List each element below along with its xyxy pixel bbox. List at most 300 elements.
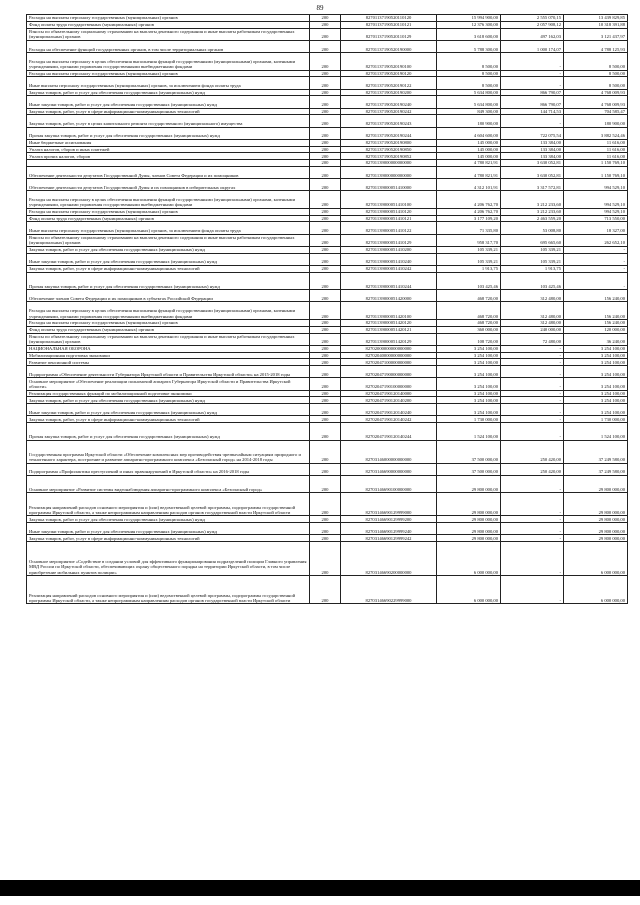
table-row [27,52,628,70]
row-description: Фонд оплаты труда государственных (муниципальных) органов [27,215,310,222]
row-line-code: 200 [310,302,341,320]
row-budget-classification-code: 82701137190520190850 [341,146,437,153]
table-row [27,475,628,493]
row-budget-classification-code: 82702047190120140242 [341,416,437,423]
row-unexecuted-amount: 11 616,00 [564,139,628,146]
row-line-code: 200 [310,234,341,246]
row-unexecuted-amount: 262 652,10 [564,234,628,246]
row-description: Закупка товаров, работ и услуг для обеспечения государственных (муниципальных) нужд [27,397,310,404]
table-row [27,440,628,463]
row-line-code: 200 [310,463,341,475]
row-budget-classification-code: 82701139000051410244 [341,272,437,290]
row-description: Иные закупки товаров, работ и услуг для обеспечения государственных (муниципальных) нужд [27,253,310,265]
row-budget-classification-code: 82701137190520110121 [341,21,437,28]
row-line-code: 200 [310,253,341,265]
row-description: Реализация направлений расходов основного мероприятия и (или) ведомственной целевой программы, подпрограммы государственной программы Иркутской области, а также непрограммным направлениям расходов органов государственной власти Иркутской области [27,493,310,516]
row-description: Основное мероприятие «Обеспечение реализации полномочий аппарата Губернатора Иркутской области и Правительства Иркутской области» [27,378,310,390]
row-budget-classification-code: 82701137190520110129 [341,28,437,40]
table-row [27,390,628,397]
table-row [27,40,628,52]
table-row [27,333,628,345]
row-executed-amount: - [501,397,564,404]
row-description: Закупка товаров, работ и услуг для обеспечения государственных (муниципальных) нужд [27,516,310,523]
row-unexecuted-amount: 29 800 000,00 [564,493,628,516]
row-budget-classification-code: 82702047190120140240 [341,404,437,416]
row-unexecuted-amount: - [564,265,628,272]
row-description: Уплата прочих налогов, сборов [27,153,310,160]
row-line-code: 200 [310,89,341,96]
row-description: Взносы по обязательному социальному страхованию на выплаты денежного содержания и иные выплаты работникам государственных (муниципальных) органов [27,333,310,345]
row-description: Расходы на выплаты персоналу государственных (муниципальных) органов [27,15,310,22]
row-description: Расходы на выплаты персоналу государственных (муниципальных) органов [27,70,310,77]
row-executed-amount: 3 212 233,60 [501,208,564,215]
row-line-code: 200 [310,127,341,139]
row-unexecuted-amount: 3 254 100,00 [564,390,628,397]
row-executed-amount: - [501,345,564,352]
row-unexecuted-amount: 4 788 125,93 [564,40,628,52]
row-budget-classification-code: 82703146690129999200 [341,516,437,523]
row-approved-amount: 29 800 000,00 [437,535,501,542]
row-description: Прочая закупка товаров, работ и услуг для обеспечения государственных (муниципальных) нужд [27,127,310,139]
row-budget-classification-code: 82703146690000000000 [341,463,437,475]
row-budget-classification-code: 82701139000051420121 [341,326,437,333]
row-approved-amount: 145 000,00 [437,146,501,153]
row-line-code: 200 [310,179,341,191]
row-executed-amount: - [501,576,564,604]
row-budget-classification-code: 82703146690200000000 [341,542,437,576]
row-executed-amount: 866 790,07 [501,96,564,108]
row-unexecuted-amount: 13 439 829,85 [564,15,628,22]
row-budget-classification-code: 82701137190520110120 [341,15,437,22]
table-row [27,115,628,127]
row-line-code: 200 [310,115,341,127]
row-line-code: 200 [310,28,341,40]
budget-execution-table [26,14,628,604]
row-unexecuted-amount: 37 249 580,00 [564,463,628,475]
row-line-code: 200 [310,319,341,326]
table-row [27,191,628,209]
row-line-code: 200 [310,166,341,178]
row-line-code: 200 [310,576,341,604]
row-line-code: 200 [310,345,341,352]
row-description: Реализация государственных функций по мобилизационной подготовке экономики [27,390,310,397]
row-description: Государственная программа Иркутской области «Обеспечение комплексных мер противодействия чрезвычайным ситуациям природного и техногенного характера, построение и развитие аппаратно-программного комплекса «Безопасный город» на 2014-2018 годы [27,440,310,463]
row-executed-amount: - [501,352,564,359]
row-description: Расходы на обеспечение функций государственных органов, в том числе территориальных органов [27,40,310,52]
row-executed-amount: 105 339,21 [501,246,564,253]
row-description: Развитие пенсионной системы [27,359,310,366]
row-description: Расходы на выплаты персоналу в целях обеспечения выполнения функций государственными (муниципальными) органами, казенными учреждениями, органами управления государственными внебюджетными фондами [27,52,310,70]
row-description: Основное мероприятие «Содействие в создании условий для эффективного функционирования подразделений полиции Главного управления МВД России по Иркутской области, обеспечивающих охрану общественного порядка на территории Иркутской области, в том числе приобретение мобильных пунктов полиции» [27,542,310,576]
row-executed-amount: - [501,378,564,390]
row-description: Реализация направлений расходов основного мероприятия и (или) ведомственной целевой программы, подпрограммы государственной программы Иркутской области, а также непрограммным направлениям расходов органов государственной власти Иркутской области [27,576,310,604]
row-executed-amount: 133 384,00 [501,146,564,153]
table-row [27,222,628,234]
row-approved-amount: 29 800 000,00 [437,523,501,535]
row-line-code: 200 [310,246,341,253]
row-unexecuted-amount: 3 254 100,00 [564,378,628,390]
row-approved-amount: 3 254 100,00 [437,366,501,378]
row-line-code: 200 [310,423,341,441]
table-body [27,15,628,604]
row-unexecuted-amount: - [564,253,628,265]
table-row [27,576,628,604]
table-row [27,208,628,215]
row-unexecuted-amount: 156 240,00 [564,302,628,320]
row-description [27,160,310,167]
table-row [27,345,628,352]
row-executed-amount: - [501,416,564,423]
row-executed-amount: 3 212 233,60 [501,191,564,209]
table-row [27,160,628,167]
row-approved-amount: 37 500 000,00 [437,440,501,463]
row-description: Взносы по обязательному социальному страхованию на выплаты денежного содержания и иные выплаты работникам государственных (муниципальных) органов [27,28,310,40]
row-executed-amount: - [501,423,564,441]
budget-table-container [26,14,627,604]
row-approved-amount: 3 254 100,00 [437,397,501,404]
row-unexecuted-amount: 8 500,00 [564,70,628,77]
row-budget-classification-code: 82701137190520190242 [341,108,437,115]
row-budget-classification-code: 82702040000000000000 [341,352,437,359]
row-line-code: 200 [310,208,341,215]
row-approved-amount: 468 720,00 [437,319,501,326]
row-unexecuted-amount: 3 882 524,46 [564,127,628,139]
row-line-code: 200 [310,77,341,89]
table-row [27,179,628,191]
table-row [27,404,628,416]
row-description: Подпрограмма «Обеспечение деятельности Губернатора Иркутской области и Правительства Иркутской области» на 2015-2018 годы [27,366,310,378]
table-row [27,234,628,246]
table-row [27,146,628,153]
row-unexecuted-amount: 713 550,00 [564,215,628,222]
row-approved-amount: 29 800 000,00 [437,516,501,523]
row-line-code: 200 [310,146,341,153]
row-line-code: 200 [310,475,341,493]
row-approved-amount: 3 618 600,00 [437,28,501,40]
row-unexecuted-amount: 3 254 100,00 [564,397,628,404]
row-approved-amount: 105 339,21 [437,246,501,253]
row-line-code: 200 [310,153,341,160]
row-executed-amount: 53 008,80 [501,222,564,234]
row-executed-amount: - [501,523,564,535]
table-row [27,463,628,475]
row-budget-classification-code: 82701137190520190244 [341,127,437,139]
row-unexecuted-amount: 6 000 000,00 [564,576,628,604]
table-row [27,89,628,96]
row-description: Уплата налогов, сборов и иных платежей [27,146,310,153]
row-executed-amount: - [501,404,564,416]
row-executed-amount: 1 000 174,07 [501,40,564,52]
table-row [27,127,628,139]
row-budget-classification-code: 82701139000051410240 [341,253,437,265]
row-description: Расходы на выплаты персоналу государственных (муниципальных) органов [27,319,310,326]
row-description: Расходы на выплаты персоналу в целях обеспечения выполнения функций государственными (муниципальными) органами, казенными учреждениями, органами управления государственными внебюджетными фондами [27,191,310,209]
row-executed-amount: - [501,70,564,77]
row-executed-amount: 312 480,00 [501,290,564,302]
table-row [27,166,628,178]
row-executed-amount: - [501,516,564,523]
row-line-code: 200 [310,215,341,222]
row-budget-classification-code: 82701139000000000000 [341,166,437,178]
row-budget-classification-code: 82702047190120140000 [341,390,437,397]
row-budget-classification-code: 82702047190100000000 [341,378,437,390]
row-unexecuted-amount: 8 500,00 [564,77,628,89]
row-line-code: 200 [310,290,341,302]
row-approved-amount: 15 994 900,00 [437,15,501,22]
row-executed-amount: 866 790,07 [501,89,564,96]
row-unexecuted-amount: 29 800 000,00 [564,516,628,523]
table-row [27,77,628,89]
row-approved-amount: 4 780 821,91 [437,166,501,178]
row-description: НАЦИОНАЛЬНАЯ ОБОРОНА [27,345,310,352]
row-budget-classification-code: 82702047190000000000 [341,366,437,378]
row-description: Обеспечение деятельности депутатов Государственной Думы, членов Совета Федерации и их помощников [27,166,310,178]
row-unexecuted-amount: 156 240,00 [564,319,628,326]
row-approved-amount: 3 254 100,00 [437,378,501,390]
row-budget-classification-code: 82701137190520190120 [341,70,437,77]
table-row [27,215,628,222]
row-unexecuted-amount: 11 616,00 [564,153,628,160]
row-description: Фонд оплаты труда государственных (муниципальных) органов [27,21,310,28]
row-executed-amount: 240 000,00 [501,326,564,333]
row-line-code: 200 [310,397,341,404]
row-executed-amount: 497 162,03 [501,28,564,40]
row-line-code: 200 [310,416,341,423]
row-approved-amount: 108 720,00 [437,333,501,345]
row-description: Обеспечение членов Совета Федерации и их помощников в субъектах Российской Федерации [27,290,310,302]
row-approved-amount: 360 000,00 [437,326,501,333]
row-unexecuted-amount: 1 150 769,10 [564,160,628,167]
row-approved-amount: 3 254 100,00 [437,390,501,397]
row-unexecuted-amount: 3 121 437,97 [564,28,628,40]
row-unexecuted-amount: 994 529,10 [564,191,628,209]
row-budget-classification-code: 82701139000051410121 [341,215,437,222]
row-executed-amount: - [501,366,564,378]
scan-bottom-edge [0,880,640,896]
row-unexecuted-amount: 4 768 009,93 [564,89,628,96]
table-row [27,423,628,441]
row-description: Обеспечение деятельности депутатов Государственной Думы и их помощников в избирательных округах [27,179,310,191]
row-line-code: 200 [310,352,341,359]
table-row [27,542,628,576]
row-line-code: 200 [310,516,341,523]
row-executed-amount: 1 913,75 [501,265,564,272]
table-row [27,96,628,108]
row-approved-amount: 5 634 800,00 [437,89,501,96]
table-row [27,21,628,28]
row-line-code: 200 [310,523,341,535]
table-row [27,253,628,265]
row-unexecuted-amount: 994 529,10 [564,208,628,215]
row-executed-amount: - [501,359,564,366]
row-line-code: 200 [310,378,341,390]
row-approved-amount: 6 000 000,00 [437,576,501,604]
row-unexecuted-amount: 3 254 100,00 [564,359,628,366]
row-executed-amount: 133 384,00 [501,153,564,160]
row-description: Основное мероприятие «Развитие системы видеонаблюдения аппаратно-программного комплекса «Безопасный город» [27,475,310,493]
row-budget-classification-code: 82701139000051420120 [341,319,437,326]
row-line-code: 200 [310,366,341,378]
row-description: Закупка товаров, работ, услуг в сфере информационно-коммуникационных технологий [27,535,310,542]
row-description: Прочая закупка товаров, работ и услуг для обеспечения государственных (муниципальных) нужд [27,272,310,290]
row-executed-amount: 250 420,00 [501,440,564,463]
row-approved-amount: 29 800 000,00 [437,493,501,516]
row-unexecuted-amount: 3 254 100,00 [564,345,628,352]
row-budget-classification-code: 82701139000051420129 [341,333,437,345]
row-executed-amount: 3 317 572,81 [501,179,564,191]
row-approved-amount: 12 376 300,00 [437,21,501,28]
table-row [27,326,628,333]
row-approved-amount: 8 500,00 [437,52,501,70]
row-executed-amount: - [501,542,564,576]
row-line-code: 200 [310,333,341,345]
row-budget-classification-code: 82702047190120140200 [341,397,437,404]
row-approved-amount: 3 254 100,00 [437,404,501,416]
row-executed-amount: 105 339,21 [501,253,564,265]
row-unexecuted-amount: 11 616,00 [564,146,628,153]
row-unexecuted-amount: 4 768 009,93 [564,96,628,108]
row-approved-amount: 4 312 101,91 [437,179,501,191]
row-approved-amount: 1 913,75 [437,265,501,272]
row-approved-amount: 105 339,21 [437,253,501,265]
row-budget-classification-code: 82701139000051410129 [341,234,437,246]
row-line-code: 200 [310,108,341,115]
row-approved-amount: 468 720,00 [437,302,501,320]
table-row [27,416,628,423]
row-description: Иные закупки товаров, работ и услуг для обеспечения государственных (муниципальных) нужд [27,523,310,535]
row-description: Мобилизационная подготовка экономики [27,352,310,359]
row-approved-amount: 8 500,00 [437,77,501,89]
row-budget-classification-code: 82701137190520190122 [341,77,437,89]
row-line-code: 200 [310,222,341,234]
row-unexecuted-amount: 8 500,00 [564,52,628,70]
row-approved-amount: 145 000,00 [437,153,501,160]
row-line-code: 200 [310,326,341,333]
row-description: Взносы по обязательному социальному страхованию на выплаты денежного содержания и иные выплаты работникам государственных (муниципальных) органов [27,234,310,246]
row-approved-amount: 4 604 600,00 [437,127,501,139]
row-budget-classification-code: 82703146690129999240 [341,523,437,535]
row-unexecuted-amount: 994 529,10 [564,179,628,191]
row-budget-classification-code: 82703146690229999000 [341,576,437,604]
row-budget-classification-code: 82701139000051420100 [341,302,437,320]
row-approved-amount: 71 335,80 [437,222,501,234]
row-executed-amount: 3 630 052,81 [501,166,564,178]
table-row [27,28,628,40]
row-unexecuted-amount: 3 254 100,00 [564,366,628,378]
row-executed-amount: 312 480,00 [501,319,564,326]
row-executed-amount: 3 630 052,81 [501,160,564,167]
row-approved-amount: 1 524 100,00 [437,423,501,441]
row-budget-classification-code: 82703146000000000000 [341,440,437,463]
row-line-code: 200 [310,440,341,463]
row-line-code: 200 [310,493,341,516]
row-description: Закупка товаров, работ, услуг в сфере информационно-коммуникационных технологий [27,265,310,272]
page-number: 89 [316,4,324,12]
row-description: Расходы на выплаты персоналу государственных (муниципальных) органов [27,208,310,215]
table-row [27,359,628,366]
row-budget-classification-code: 82702047100000000000 [341,359,437,366]
row-budget-classification-code: 82701139000000000000 [341,160,437,167]
row-approved-amount: 29 800 000,00 [437,475,501,493]
row-unexecuted-amount: 1 730 000,00 [564,416,628,423]
row-approved-amount: 4 780 821,91 [437,160,501,167]
table-row [27,493,628,516]
row-description: Закупка товаров, работ, услуг в целях капитального ремонта государственного (муниципального) имущества [27,115,310,127]
table-row [27,15,628,22]
table-row [27,139,628,146]
row-description: Иные выплаты персоналу государственных (муниципальных) органов, за исключением фонда оплаты труда [27,222,310,234]
row-executed-amount: 144 714,53 [501,108,564,115]
row-line-code: 200 [310,21,341,28]
row-unexecuted-amount: - [564,246,628,253]
row-line-code: 200 [310,191,341,209]
row-line-code: 200 [310,404,341,416]
row-executed-amount: 250 420,00 [501,463,564,475]
row-unexecuted-amount: 1 150 769,10 [564,166,628,178]
row-unexecuted-amount: 10 318 391,88 [564,21,628,28]
row-budget-classification-code: 82701137190520190100 [341,52,437,70]
row-budget-classification-code: 82701139000051410122 [341,222,437,234]
row-unexecuted-amount: 3 254 100,00 [564,352,628,359]
row-approved-amount: 145 000,00 [437,139,501,146]
row-unexecuted-amount: - [564,272,628,290]
row-executed-amount: - [501,390,564,397]
row-approved-amount: 958 317,70 [437,234,501,246]
row-executed-amount: 103 425,46 [501,272,564,290]
row-budget-classification-code: 82701139000051410100 [341,191,437,209]
table-row [27,319,628,326]
row-description: Иные выплаты персоналу государственных (муниципальных) органов, за исключением фонда оплаты труда [27,77,310,89]
table-row [27,378,628,390]
row-executed-amount: 133 384,00 [501,139,564,146]
row-line-code: 200 [310,52,341,70]
row-description: Иные закупки товаров, работ и услуг для обеспечения государственных (муниципальных) нужд [27,96,310,108]
row-line-code: 200 [310,390,341,397]
row-approved-amount: 103 425,46 [437,272,501,290]
row-approved-amount: 6 000 000,00 [437,542,501,576]
row-description: Иные бюджетные ассигнования [27,139,310,146]
row-approved-amount: 3 254 100,00 [437,345,501,352]
row-description: Закупка товаров, работ и услуг для обеспечения государственных (муниципальных) нужд [27,89,310,96]
row-unexecuted-amount: 6 000 000,00 [564,542,628,576]
table-row [27,397,628,404]
row-budget-classification-code: 82701137190520190000 [341,40,437,52]
row-executed-amount: 722 075,54 [501,127,564,139]
row-line-code: 200 [310,359,341,366]
table-row [27,108,628,115]
row-unexecuted-amount: 29 800 000,00 [564,475,628,493]
row-budget-classification-code: 82701139000051410200 [341,246,437,253]
table-row [27,70,628,77]
row-line-code: 200 [310,15,341,22]
table-row [27,265,628,272]
row-executed-amount: - [501,493,564,516]
row-approved-amount: 3 254 100,00 [437,359,501,366]
row-approved-amount: 4 206 762,70 [437,208,501,215]
row-executed-amount: 2 463 559,20 [501,215,564,222]
table-row [27,523,628,535]
row-budget-classification-code: 82702000000000000000 [341,345,437,352]
row-executed-amount: - [501,535,564,542]
row-description: Фонд оплаты труда государственных (муниципальных) органов [27,326,310,333]
row-budget-classification-code: 82703146690129999242 [341,535,437,542]
row-executed-amount: - [501,77,564,89]
row-approved-amount: 3 177 109,20 [437,215,501,222]
row-description: Прочая закупка товаров, работ и услуг для обеспечения государственных (муниципальных) нужд [27,423,310,441]
row-executed-amount: 2 555 070,15 [501,15,564,22]
row-unexecuted-amount: 120 000,00 [564,326,628,333]
row-budget-classification-code: 82701137190520190852 [341,153,437,160]
